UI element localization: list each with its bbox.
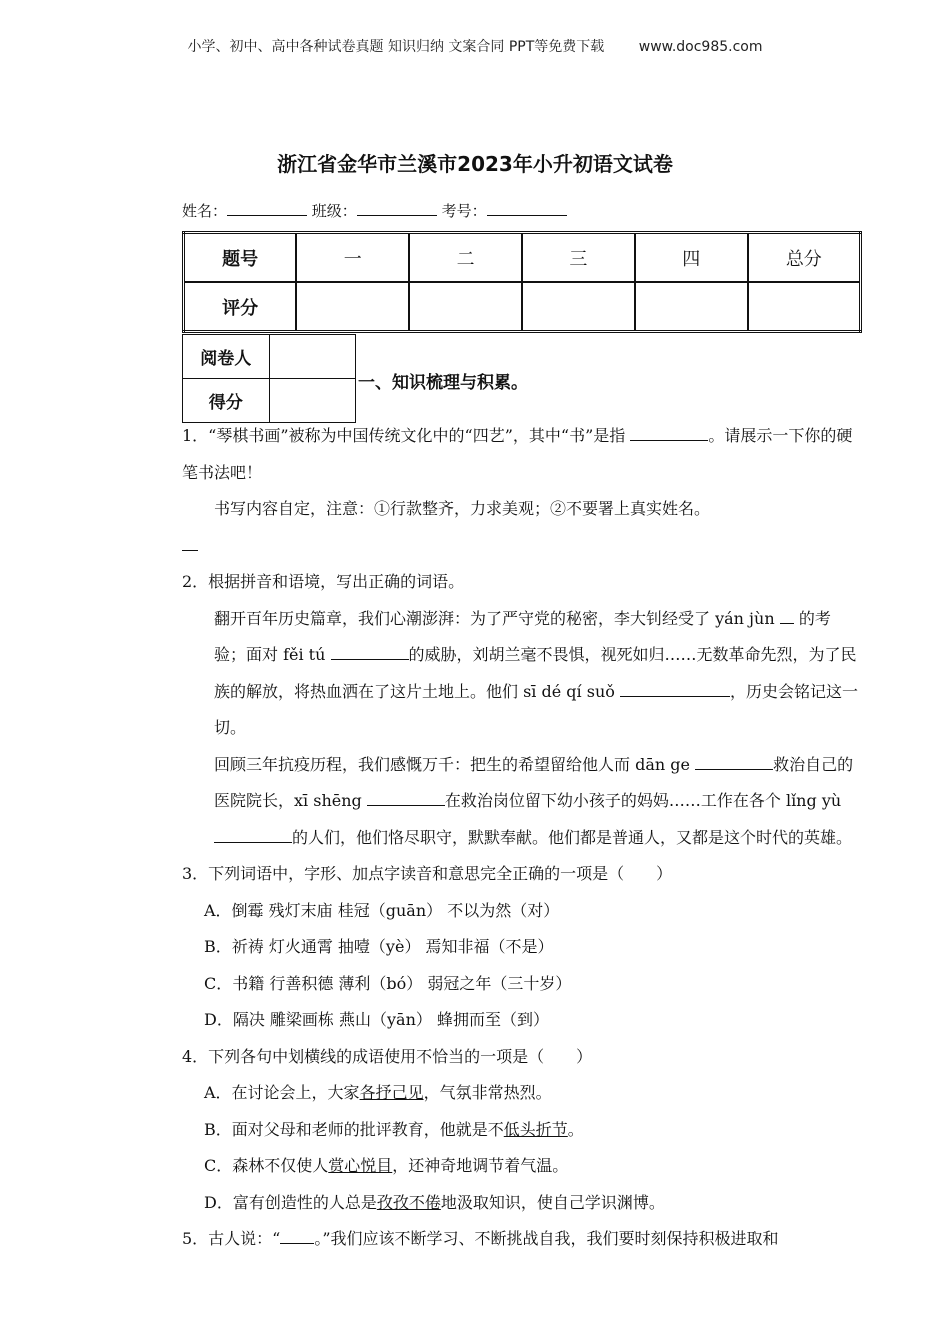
class-field[interactable] bbox=[357, 201, 437, 216]
score-row-label: 评分 bbox=[184, 282, 297, 332]
q2-p1a: 翻开百年历史篇章，我们心潮澎湃：为了严守党的秘密，李大钊经受了 yán jùn bbox=[214, 608, 775, 628]
question-2-stem: 2．根据拼音和语境，写出正确的词语。 bbox=[182, 572, 465, 591]
exam-no-label: 考号： bbox=[441, 202, 487, 220]
q3-option-c[interactable]: C．书籍 行善积德 薄利（bó） 弱冠之年（三十岁） bbox=[204, 973, 572, 993]
q1-text-end: 。请展示一下你的硬笔书法吧！ bbox=[182, 426, 853, 482]
q5-post: 。”我们应该不断学习、不断挑战自我，我们要时刻保持积极进取和 bbox=[314, 1229, 779, 1248]
question-1 bbox=[182, 418, 860, 491]
reviewer-label: 阅卷人 bbox=[183, 335, 270, 379]
q2-blank-2[interactable] bbox=[331, 644, 409, 660]
q4-option-c[interactable] bbox=[182, 1148, 860, 1185]
q2-blank-5[interactable] bbox=[367, 790, 445, 806]
q4b-pre: B．面对父母和老师的批评教育，他就是不 bbox=[204, 1119, 504, 1139]
q3-option-b[interactable]: B．祈祷 灯火通霄 抽噎（yè） 焉知非福（不是） bbox=[204, 937, 554, 956]
score-header-row bbox=[184, 233, 861, 283]
q3-option-a[interactable]: A．倒霉 残灯末庙 桂冠（guān） 不以为然（对） bbox=[204, 900, 560, 920]
score-cell[interactable] bbox=[748, 282, 861, 332]
q2-p2c: 在救治岗位留下幼小孩子的妈妈……工作在各个 lǐng yù bbox=[444, 791, 842, 810]
q1-note: 书写内容自定，注意：①行款整齐，力求美观；②不要署上真实姓名。 bbox=[214, 499, 711, 518]
name-field[interactable] bbox=[227, 201, 307, 216]
q2-p2a: 回顾三年抗疫历程，我们感慨万千：把生的希望留给他人而 dān ge bbox=[214, 754, 690, 774]
q2-blank-1[interactable] bbox=[780, 608, 794, 624]
score-header-cell: 四 bbox=[635, 233, 748, 283]
score-header-cell: 三 bbox=[522, 233, 635, 283]
q1-answer-line[interactable] bbox=[182, 528, 860, 565]
q5-blank[interactable] bbox=[280, 1228, 314, 1244]
score-cell[interactable] bbox=[409, 282, 522, 332]
q2-p2d: 的人们，他们恪尽职守，默默奉献。他们都是普通人，又都是这个时代的英雄。 bbox=[292, 827, 853, 847]
question-2-para2 bbox=[182, 747, 860, 857]
q2-p1c: 的威胁，刘胡兰毫不畏惧，视死如归……无数革命先烈，为了民族的解放，将热血洒在了这片土地上。他们 sī dé qí suǒ bbox=[214, 645, 857, 701]
q4c-post: ，还神奇地调节着气温。 bbox=[392, 1156, 569, 1175]
exam-no-field[interactable] bbox=[487, 201, 567, 216]
q2-blank-6[interactable] bbox=[214, 827, 292, 843]
section-heading: 一、知识梳理与积累。 bbox=[358, 373, 528, 393]
question-body bbox=[182, 418, 860, 1258]
q2-blank-4[interactable] bbox=[695, 754, 773, 770]
class-label: 班级： bbox=[311, 202, 357, 220]
q4a-pre: A．在讨论会上，大家 bbox=[204, 1083, 360, 1102]
score-cell[interactable] bbox=[635, 282, 748, 332]
page-title: 浙江省金华市兰溪市2023年小升初语文试卷 bbox=[277, 152, 673, 176]
score-header-cell: 总分 bbox=[748, 233, 861, 283]
q4c-pre: C．森林不仅使人 bbox=[204, 1156, 329, 1175]
q4a-post: ，气氛非常热烈。 bbox=[423, 1083, 552, 1102]
q2-p2b: 救治自己的医院院长，xī shēng bbox=[214, 754, 854, 810]
q4d-post: 地汲取知识，使自己学识渊博。 bbox=[440, 1192, 665, 1212]
score-table bbox=[182, 231, 862, 333]
q4-option-a[interactable] bbox=[182, 1075, 860, 1112]
q4-option-d[interactable] bbox=[182, 1185, 860, 1222]
header-text: 小学、初中、高中各种试卷真题 知识归纳 文案合同 PPT等免费下载 bbox=[187, 39, 605, 55]
question-5 bbox=[182, 1221, 860, 1258]
header-site[interactable]: www.doc985.com bbox=[638, 39, 763, 55]
question-3-stem: 3．下列词语中，字形、加点字读音和意思完全正确的一项是（ ） bbox=[182, 864, 673, 883]
reviewer-cell[interactable] bbox=[269, 335, 356, 379]
page-header bbox=[0, 36, 950, 56]
q4-option-b[interactable] bbox=[182, 1112, 860, 1149]
score-cell[interactable] bbox=[296, 282, 409, 332]
name-label: 姓名： bbox=[182, 202, 228, 220]
student-info bbox=[182, 200, 567, 221]
q2-p1b: 的考验；面对 fěi tú bbox=[214, 608, 831, 664]
question-2-para1 bbox=[182, 601, 860, 747]
q4d-pre: D．富有创造性的人总是 bbox=[204, 1192, 377, 1212]
q3-option-d[interactable]: D．隔决 雕梁画栋 燕山（yān） 蜂拥而至（到） bbox=[204, 1010, 549, 1029]
score-header-cell: 一 bbox=[296, 233, 409, 283]
question-4-stem: 4．下列各句中划横线的成语使用不恰当的一项是（ ） bbox=[182, 1046, 593, 1066]
q5-pre: 5．古人说：“ bbox=[182, 1229, 281, 1248]
q4b-post: 。 bbox=[567, 1119, 584, 1139]
q1-blank[interactable] bbox=[630, 425, 708, 441]
q4c-idiom: 赏心悦目 bbox=[328, 1156, 393, 1175]
q2-blank-3[interactable] bbox=[620, 681, 730, 697]
grader-table bbox=[182, 334, 356, 423]
q2-p1d: ，历史会铭记这一切。 bbox=[214, 681, 859, 737]
q4b-idiom: 低头折节 bbox=[503, 1119, 568, 1139]
q1-text: 1．“琴棋书画”被称为中国传统文化中的“四艺”，其中“书”是指 bbox=[182, 426, 626, 445]
score-header-cell: 题号 bbox=[184, 233, 297, 283]
grader-score-label: 得分 bbox=[183, 379, 270, 423]
q4a-idiom: 各抒己见 bbox=[359, 1083, 424, 1102]
score-cell[interactable] bbox=[522, 282, 635, 332]
score-value-row bbox=[184, 282, 861, 332]
score-header-cell: 二 bbox=[409, 233, 522, 283]
q4d-idiom: 孜孜不倦 bbox=[376, 1192, 441, 1212]
grader-score-cell[interactable] bbox=[269, 379, 356, 423]
